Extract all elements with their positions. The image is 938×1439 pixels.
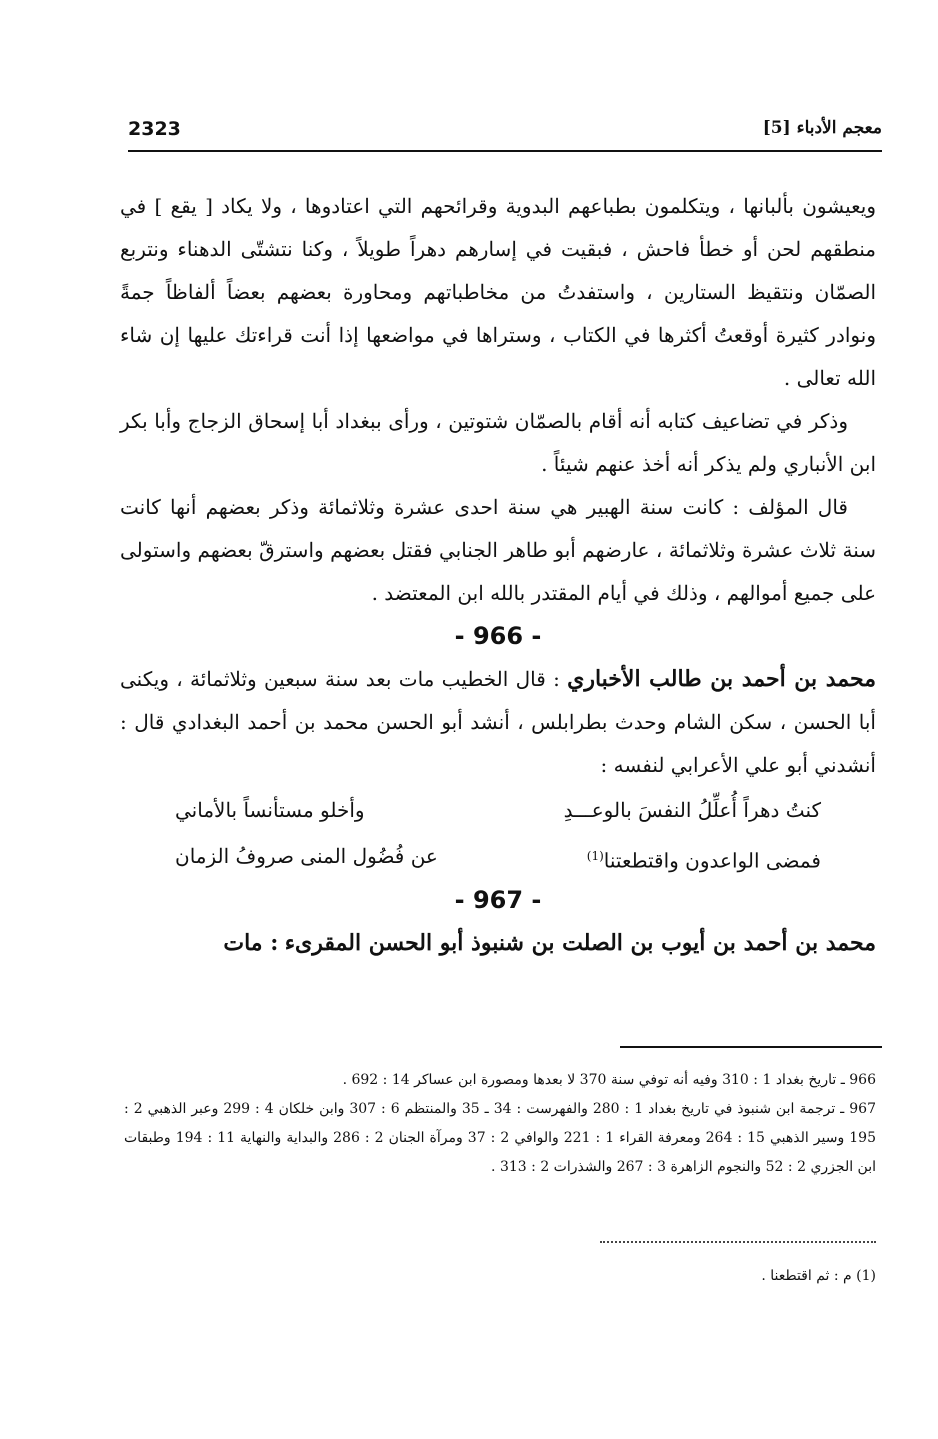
footnote-1: (1) م : ثم اقتطعنا .	[761, 1268, 876, 1284]
entry-967-text: : مات	[223, 930, 279, 956]
verse-1-first-hemistich: كنتُ دهراً أُعلِّلُ النفسَ بالوعـــدِ	[563, 798, 821, 822]
entry-number-967: - 967 -	[454, 886, 542, 914]
verse-1-second-hemistich: وأخلو مستأنساً بالأماني	[175, 798, 365, 822]
entry-966-text: : قال الخطيب مات بعد سنة سبعين وثلاثمائة ، ويكنى أبا الحسن ، سكن الشام وحدث بطرابلس ، أنشد أبو الحسن محمد بن أحمد البغدادي قال : أنشدني أبو علي الأعرابي لنفسه :	[120, 667, 876, 777]
paragraph-1: ويعيشون بألبانها ، ويتكلمون بطباعهم البدوية وقرائحهم التي اعتادوها ، ولا يكاد [ يقع ] في منطقهم لحن أو خطأ فاحش ، فبقيت في إسارهم دهراً طويلاً ، وكنا نتشتّى الدهناء ونتربع الصمّان ونتقيظ الستارين ، واستفدتُ من مخاطباتهم ومحاورة بعضهم بعضاً ألفاظاً جمةً ونوادر كثيرة أوقعتُ أكثرها في الكتاب ، وستراها في مواضعها إذا أنت قراءتك عليها إن شاء الله تعالى .	[120, 194, 877, 390]
main-text	[120, 185, 876, 965]
verse-2-first-text: فمضى الواعدون واقتطعتنا	[603, 848, 821, 873]
entry-967	[120, 922, 876, 965]
footnote-967: 967 ـ ترجمة ابن شنبوذ في تاريخ بغداد 1 : 280 والفهرست : 34 ـ 35 والمنتظم 6 : 307 وابن خلكان 4 : 299 وعبر الذهبي 2 : 195 وسير الذهبي 15 : 264 ومعرفة القراء 1 : 221 والوافي 2 : 37 ومرآة الجنان 2 : 286 والبداية والنهاية 11 : 194 وطبقات ابن الجزري 2 : 52 والنجوم الزاهرة 3 : 267 والشذرات 2 : 313 .	[124, 1101, 876, 1175]
entry-966	[120, 658, 876, 787]
page-number: 2323	[128, 118, 181, 140]
verse-line-1	[175, 787, 821, 833]
verse-2-first-hemistich	[587, 833, 821, 884]
footnotes	[124, 1066, 876, 1182]
note-divider	[600, 1241, 876, 1243]
header-divider	[128, 150, 882, 152]
paragraph-3: قال المؤلف : كانت سنة الهبير هي سنة احدى عشرة وثلاثمائة وذكر بعضهم أنها كانت سنة ثلاث عشرة وثلاثمائة ، عارضهم أبو طاهر الجنابي فقتل بعضهم واسترقّ بعضهم واستولى على جميع أموالهم ، وذلك في أيام المقتدر بالله ابن المعتضد .	[120, 495, 876, 605]
poem	[120, 787, 876, 879]
footnote-divider	[620, 1046, 882, 1048]
entry-967-name: محمد بن أحمد بن أيوب بن الصلت بن شنبوذ أبو الحسن المقرىء	[284, 930, 876, 956]
page-header	[128, 118, 882, 148]
book-title: معجم الأدباء [5]	[762, 118, 882, 138]
entry-966-name: محمد بن أحمد بن طالب الأخباري	[567, 666, 877, 692]
verse-line-2	[175, 833, 821, 879]
paragraph-2: وذكر في تضاعيف كتابه أنه أقام بالصمّان شتوتين ، ورأى ببغداد أبا إسحاق الزجاج وأبا بكر ابن الأنباري ولم يذكر أنه أخذ عنهم شيئاً .	[120, 409, 876, 476]
footnote-reference-1: (1)	[586, 849, 604, 863]
entry-number-966: - 966 -	[454, 622, 542, 650]
verse-2-second-hemistich: عن فُضُول المنى صروفُ الزمان	[175, 844, 438, 868]
footnote-966: 966 ـ تاريخ بغداد 1 : 310 وفيه أنه توفي سنة 370 لا بعدها ومصورة ابن عساكر 14 : 692 .	[342, 1072, 876, 1088]
